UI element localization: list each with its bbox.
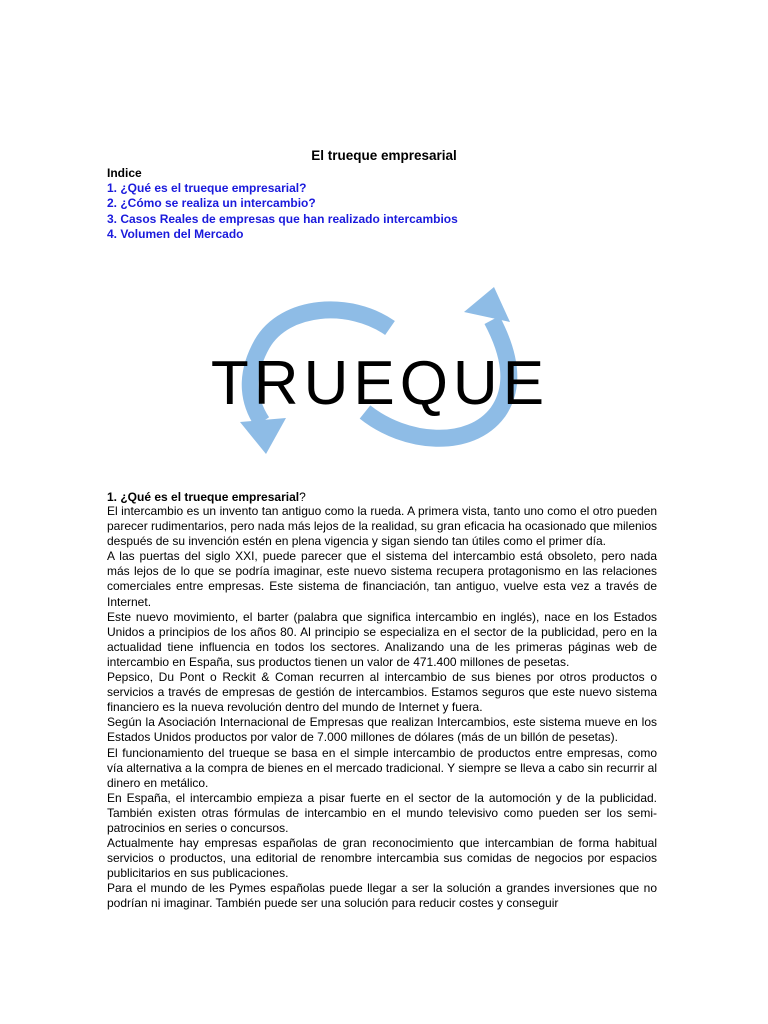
index-link-1[interactable]: 1. ¿Qué es el trueque empresarial? — [107, 181, 307, 196]
index-link-3[interactable]: 3. Casos Reales de empresas que han realizado intercambios — [107, 211, 458, 226]
paragraph: El funcionamiento del trueque se basa en el simple intercambio de productos entre empresas, como vía alternativa a la compra de bienes en el mercado tradicional. Y siempre se lleva a cabo sin recurrir al dinero en metálico. — [107, 745, 657, 790]
paragraph: El intercambio es un invento tan antiguo como la rueda. A primera vista, tanto uno como el otro pueden parecer rudimentarios, pero nada más lejos de la realidad, su gran eficacia ha ocasionado que milenios después de su invención estén en plena vigencia y sigan siendo tan útiles como el primer día. — [107, 504, 657, 549]
index-link-2[interactable]: 2. ¿Cómo se realiza un intercambio? — [107, 196, 316, 211]
document-title: El trueque empresarial — [311, 148, 457, 163]
paragraph: En España, el intercambio empieza a pisar fuerte en el sector de la automoción y de la publicidad. También existen otras fórmulas de intercambio en el mundo televisivo como pueden ser los semi-patrocinios en series o concursos. — [107, 790, 657, 835]
trueque-word: TRUEQUE — [210, 349, 550, 418]
paragraph: Según la Asociación Internacional de Empresas que realizan Intercambios, este sistema mueve en los Estados Unidos productos por valor de 7.000 millones de dólares (más de un billón de pesetas). — [107, 715, 657, 745]
index-link-4[interactable]: 4. Volumen del Mercado — [107, 226, 244, 241]
index-heading: Indice — [107, 166, 142, 180]
section-1-heading — [107, 490, 306, 504]
index — [107, 166, 458, 242]
paragraph: Pepsico, Du Pont o Reckit & Coman recurren al intercambio de sus bienes por otros productos o servicios a través de empresas de gestión de intercambios. Estamos seguros que este nuevo sistema financiero es la nueva revolución dentro del mundo de Internet y fuera. — [107, 670, 657, 715]
right-arrowhead — [464, 287, 510, 322]
paragraph: Actualmente hay empresas españolas de gran reconocimiento que intercambian de forma habitual servicios o productos, una editorial de renombre intercambia sus comidas de negocios por espacios publicitarios en sus publicaciones. — [107, 836, 657, 881]
section-1-heading-text: 1. ¿Qué es el trueque empresarial — [107, 490, 300, 504]
section-1-body — [107, 504, 657, 912]
paragraph: Este nuevo movimiento, el barter (palabra que significa intercambio en inglés), nace en los Estados Unidos a principios de los años 80. Al principio se especializa en el sector de la publicidad, pero en la actualidad tiene influencia en todos los sectores. Analizando una de les primeras páginas web de intercambio en España, sus productos tienen un valor de 471.400 millones de pesetas. — [107, 609, 657, 669]
paragraph: A las puertas del siglo XXI, puede parecer que el sistema del intercambio está obsoleto, pero nada más lejos de lo que se podría imaginar, este nuevo sistema recupera protagonismo en las relaciones comerciales entre empresas. Este sistema de financiación, tan antiguo, vuelve esta vez a través de Internet. — [107, 549, 657, 609]
section-1-heading-mark: ? — [299, 490, 306, 504]
paragraph: Para el mundo de les Pymes españolas puede llegar a ser la solución a grandes inversiones que no podrían ni imaginar. También puede ser una solución para reducir costes y conseguir — [107, 881, 657, 911]
trueque-graphic — [210, 282, 555, 470]
left-arrowhead — [240, 418, 286, 454]
